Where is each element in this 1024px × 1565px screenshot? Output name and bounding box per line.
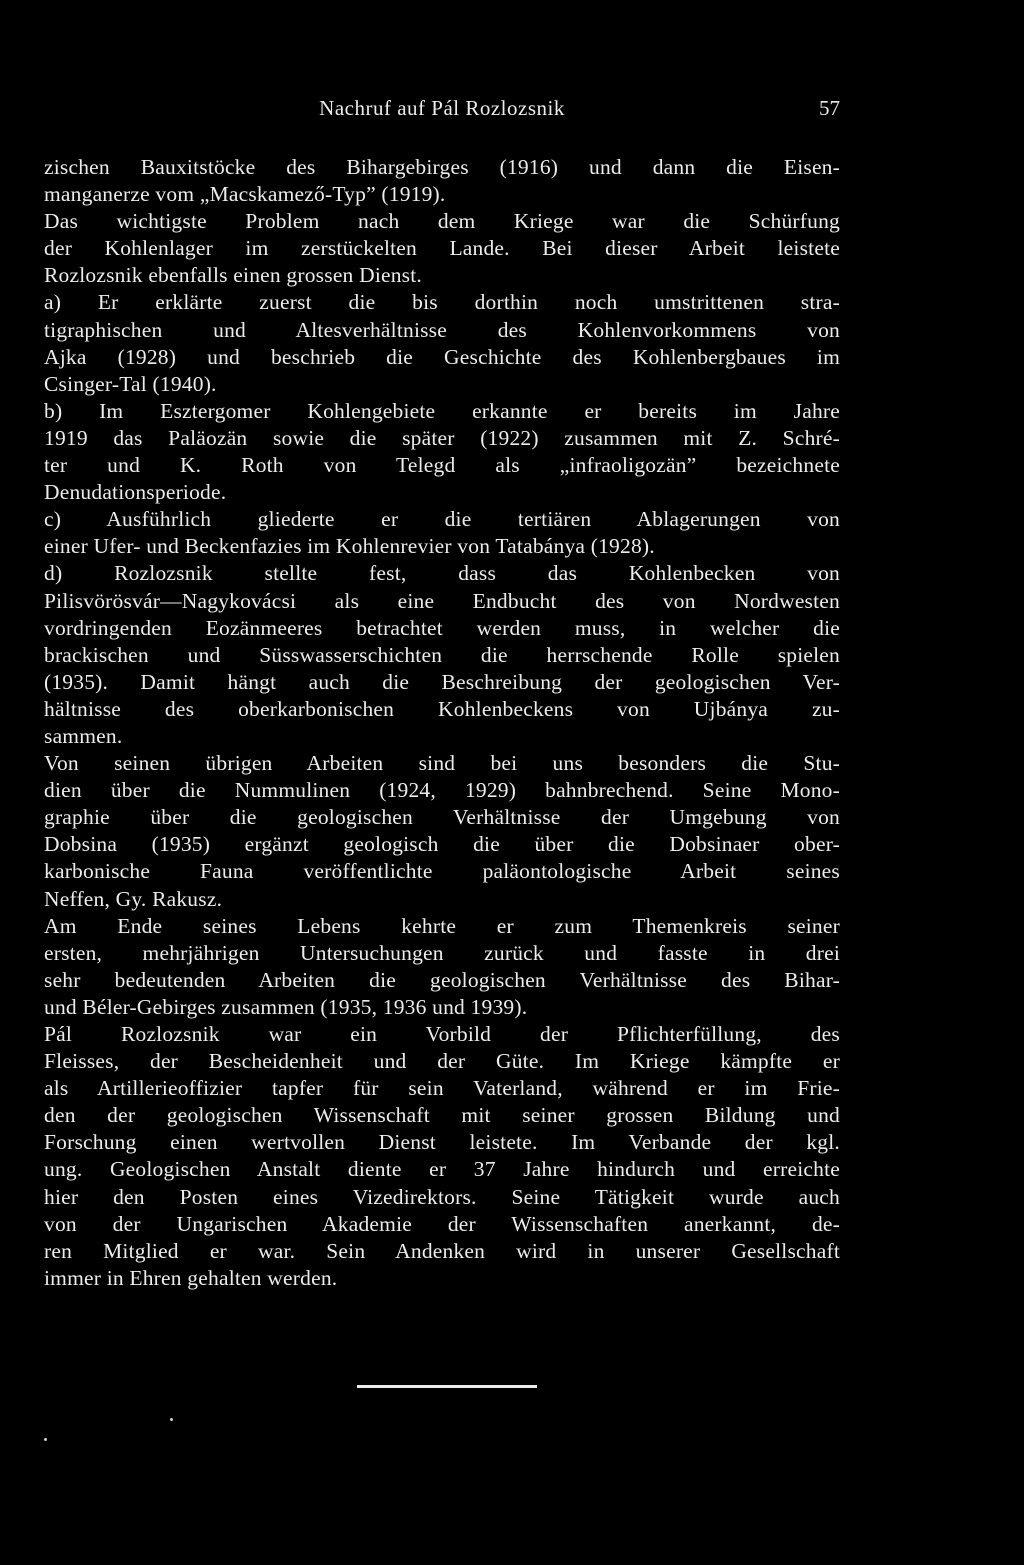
text-line: a) Er erklärte zuerst die bis dorthin noch umstrittenen stra- xyxy=(44,290,840,315)
text-line: Pilisvörösvár—Nagykovácsi als eine Endbucht des von Nordwesten xyxy=(44,588,840,613)
text-line: Rozlozsnik ebenfalls einen grossen Dienst. xyxy=(44,263,422,288)
text-line: ersten, mehrjährigen Untersuchungen zurück und fasste in drei xyxy=(44,940,840,965)
text-line: als Artillerieoffizier tapfer für sein Vaterland, während er im Frie- xyxy=(44,1076,840,1101)
running-header xyxy=(44,96,840,126)
text-line: vordringenden Eozänmeeres betrachtet werden muss, in welcher die xyxy=(44,615,840,640)
running-title: Nachruf auf Pál Rozlozsnik xyxy=(319,96,565,120)
text-line: 1919 das Paläozän sowie die später (1922) zusammen mit Z. Schré- xyxy=(44,425,840,450)
text-line: dien über die Nummulinen (1924, 1929) bahnbrechend. Seine Mono- xyxy=(44,778,840,803)
text-line: ter und K. Roth von Telegd als „infraoligozän” bezeichnete xyxy=(44,453,840,478)
text-line: manganerze vom „Macskamező-Typ” (1919). xyxy=(44,182,446,207)
text-line: sehr bedeutenden Arbeiten die geologischen Verhältnisse des Bihar- xyxy=(44,967,840,992)
text-line: ren Mitglied er war. Sein Andenken wird in unserer Gesellschaft xyxy=(44,1238,840,1263)
text-line: sammen. xyxy=(44,723,123,748)
text-line: hier den Posten eines Vizedirektors. Seine Tätigkeit wurde auch xyxy=(44,1184,840,1209)
text-line: graphie über die geologischen Verhältnisse der Umgebung von xyxy=(44,805,840,830)
text-line: Neffen, Gy. Rakusz. xyxy=(44,886,223,911)
text-line: c) Ausführlich gliederte er die tertiären Ablagerungen von xyxy=(44,507,840,532)
text-line: d) Rozlozsnik stellte fest, dass das Kohlenbecken von xyxy=(44,561,840,586)
text-line: zischen Bauxitstöcke des Bihargebirges (1916) und dann die Eisen- xyxy=(44,155,840,179)
body-text xyxy=(44,154,840,1292)
page-number: 57 xyxy=(819,96,840,120)
text-line: Dobsina (1935) ergänzt geologisch die über die Dobsinaer ober- xyxy=(44,832,840,857)
text-line: Fleisses, der Bescheidenheit und der Güte. Im Kriege kämpfte er xyxy=(44,1049,840,1074)
text-line: den der geologischen Wissenschaft mit seiner grossen Bildung und xyxy=(44,1103,840,1128)
text-line: der Kohlenlager im zerstückelten Lande. Bei dieser Arbeit leistete xyxy=(44,236,840,261)
scan-speck xyxy=(44,1438,47,1441)
text-line: Ajka (1928) und beschrieb die Geschichte des Kohlenbergbaues im xyxy=(44,344,840,369)
text-line: Am Ende seines Lebens kehrte er zum Themenkreis seiner xyxy=(44,913,840,938)
text-line: und Béler-Gebirges zusammen (1935, 1936 und 1939). xyxy=(44,994,528,1019)
text-line: (1935). Damit hängt auch die Beschreibung der geologischen Ver- xyxy=(44,669,840,694)
text-line: hältnisse des oberkarbonischen Kohlenbeckens von Ujbánya zu- xyxy=(44,696,840,721)
text-line: karbonische Fauna veröffentlichte paläontologische Arbeit seines xyxy=(44,859,840,884)
text-line: b) Im Esztergomer Kohlengebiete erkannte er bereits im Jahre xyxy=(44,398,840,423)
text-line: Csinger-Tal (1940). xyxy=(44,371,217,396)
text-line: Von seinen übrigen Arbeiten sind bei uns besonders die Stu- xyxy=(44,751,840,776)
end-rule xyxy=(357,1385,537,1388)
text-line: immer in Ehren gehalten werden. xyxy=(44,1265,338,1290)
text-line: einer Ufer- und Beckenfazies im Kohlenrevier von Tatabánya (1928). xyxy=(44,534,655,559)
text-line: Denudationsperiode. xyxy=(44,480,227,505)
text-line: Forschung einen wertvollen Dienst leistete. Im Verbande der kgl. xyxy=(44,1130,840,1155)
text-line: Das wichtigste Problem nach dem Kriege war die Schürfung xyxy=(44,209,840,234)
text-line: Pál Rozlozsnik war ein Vorbild der Pflichterfüllung, des xyxy=(44,1022,840,1046)
text-line: brackischen und Süsswasserschichten die herrschende Rolle spielen xyxy=(44,642,840,667)
text-line: von der Ungarischen Akademie der Wissenschaften anerkannt, de- xyxy=(44,1211,840,1236)
text-line: tigraphischen und Altesverhältnisse des Kohlenvorkommens von xyxy=(44,317,840,342)
text-line: ung. Geologischen Anstalt diente er 37 Jahre hindurch und erreichte xyxy=(44,1157,840,1182)
scan-speck xyxy=(170,1418,173,1421)
